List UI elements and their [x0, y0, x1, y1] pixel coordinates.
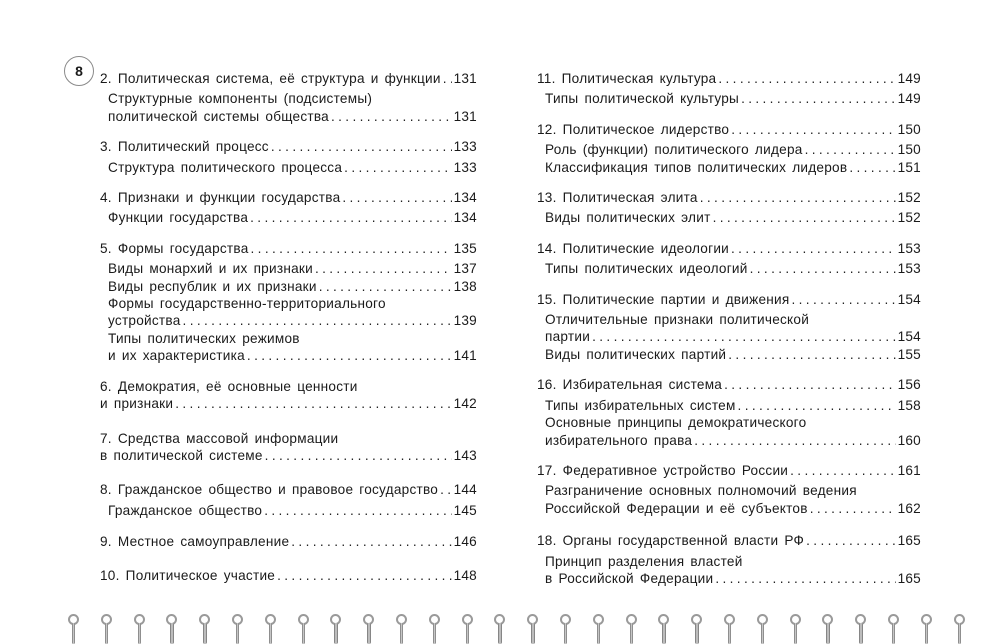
toc-subsections	[537, 260, 921, 277]
toc-subsections	[537, 90, 921, 107]
toc-entry-title: и признаки	[100, 396, 174, 412]
toc-section	[100, 567, 477, 584]
toc-entry-title: 11. Политическая культура	[537, 71, 717, 86]
toc-entry-title: 18. Органы государственной власти РФ	[537, 533, 805, 549]
dot-leader	[331, 108, 452, 125]
toc-subsections	[537, 553, 921, 588]
toc-page-number: 155	[897, 346, 921, 362]
dot-leader	[440, 481, 451, 498]
dot-leader	[790, 462, 895, 479]
toc-page-number: 162	[897, 500, 921, 516]
toc-subsection-line[interactable]	[545, 159, 921, 176]
toc-page-number: 135	[453, 240, 477, 256]
dot-leader	[718, 70, 895, 87]
toc-page-number: 149	[897, 71, 921, 86]
dot-leader	[319, 278, 452, 295]
spiral-wire	[433, 623, 436, 644]
toc-subsections	[100, 159, 477, 176]
dot-leader	[277, 567, 451, 584]
dot-leader	[715, 570, 895, 587]
toc-page-number: 141	[453, 348, 477, 364]
spiral-wire	[662, 623, 665, 644]
spiral-wire	[334, 623, 337, 644]
dot-leader	[700, 189, 896, 206]
toc-section	[100, 378, 477, 413]
toc-page-number: 149	[897, 91, 921, 107]
dot-leader	[849, 159, 895, 176]
toc-subsection-line[interactable]	[545, 141, 921, 158]
toc-chapter-line[interactable]	[100, 240, 477, 257]
spiral-wire	[105, 623, 108, 644]
toc-section	[537, 291, 921, 364]
toc-entry-title: Гражданское общество	[108, 502, 263, 518]
toc-subsection-line[interactable]	[545, 553, 921, 570]
toc-subsection-line[interactable]	[108, 502, 477, 519]
toc-entry-title: и их характеристика	[108, 348, 245, 364]
toc-page-number: 154	[897, 329, 921, 345]
toc-subsection-line[interactable]	[545, 346, 921, 363]
toc-chapter-line[interactable]	[537, 70, 921, 87]
spiral-wire	[367, 623, 370, 644]
toc-subsections	[100, 260, 477, 364]
toc-entry-title: Виды монархий и их признаки	[108, 261, 313, 277]
toc-chapter-line[interactable]	[537, 240, 921, 257]
toc-subsection-line[interactable]	[108, 159, 477, 176]
toc-entry-title: 15. Политические партии и движения	[537, 291, 790, 307]
toc-page-number: 133	[453, 159, 477, 175]
toc-entry-title: 5. Формы государства	[100, 240, 249, 256]
toc-chapter-line[interactable]	[100, 533, 477, 550]
toc-subsection-line[interactable]	[545, 482, 921, 499]
toc-subsection-line[interactable]	[108, 108, 477, 125]
dot-leader	[592, 328, 895, 345]
toc-page-number: 160	[897, 432, 921, 448]
toc-chapter-line[interactable]	[537, 462, 921, 479]
toc-page-number: 150	[897, 121, 921, 137]
toc-entry-title: 13. Политическая элита	[537, 190, 698, 206]
toc-subsection-line[interactable]	[545, 328, 921, 345]
spiral-wire	[728, 623, 731, 644]
toc-chapter-line[interactable]	[100, 430, 477, 447]
toc-subsections	[537, 141, 921, 176]
toc-entry-title: Типы политической культуры	[545, 91, 740, 107]
toc-page-number: 131	[453, 108, 477, 124]
toc-entry-title: 16. Избирательная система	[537, 377, 723, 393]
dot-leader	[791, 291, 895, 308]
toc-entry-title: Типы политических идеологий	[545, 261, 748, 277]
toc-page-number: 150	[897, 142, 921, 158]
dot-leader	[713, 209, 896, 226]
dot-leader	[247, 347, 452, 364]
dot-leader	[805, 141, 896, 158]
toc-entry-title: 7. Средства массовой информации	[100, 430, 339, 446]
toc-subsection-line[interactable]	[108, 347, 477, 364]
toc-subsections	[537, 397, 921, 449]
toc-subsections	[100, 502, 477, 519]
toc-subsection-line[interactable]	[108, 90, 477, 107]
toc-section	[100, 430, 477, 465]
toc-right-column	[537, 70, 921, 587]
toc-page-number: 137	[453, 261, 477, 277]
dot-leader	[731, 240, 896, 257]
spiral-binding	[60, 600, 950, 644]
toc-subsections	[100, 90, 477, 125]
toc-entry-title: в политической системе	[100, 447, 263, 463]
toc-section	[537, 70, 921, 108]
spiral-wire	[826, 623, 829, 644]
toc-section	[537, 376, 921, 449]
spiral-wire	[630, 623, 633, 644]
toc-section	[100, 189, 477, 227]
toc-entry-title: устройства	[108, 313, 181, 329]
toc-entry-title: Виды политических элит	[545, 210, 711, 226]
toc-page-number: 161	[897, 462, 921, 478]
toc-page-number: 139	[453, 313, 477, 329]
toc-subsection-line[interactable]	[545, 260, 921, 277]
dot-leader	[731, 121, 895, 138]
toc-page-number: 142	[453, 396, 477, 412]
toc-entry-title: 6. Демократия, её основные ценности	[100, 378, 358, 394]
toc-chapter-line[interactable]	[537, 189, 921, 206]
toc-subsection-line[interactable]	[108, 330, 477, 347]
toc-subsections	[537, 482, 921, 517]
toc-section	[537, 189, 921, 227]
spiral-wire	[400, 623, 403, 644]
toc-entry-title: 8. Гражданское общество и правовое государство	[100, 482, 439, 498]
toc-page-number: 133	[453, 139, 477, 155]
spiral-wire	[170, 623, 173, 644]
toc-subsection-line[interactable]	[108, 295, 477, 312]
toc-chapter-line[interactable]	[537, 532, 921, 549]
toc-entry-title: 3. Политический процесс	[100, 139, 269, 155]
toc-page-number: 151	[897, 159, 921, 175]
dot-leader	[741, 90, 896, 107]
toc-subsection-line[interactable]	[545, 209, 921, 226]
toc-chapter-line[interactable]	[100, 447, 477, 464]
toc-page-number: 146	[453, 534, 477, 550]
toc-entry-title: в Российской Федерации	[545, 570, 714, 586]
toc-subsection-line[interactable]	[545, 311, 921, 328]
toc-subsection-line[interactable]	[108, 312, 477, 329]
toc-entry-title: избирательного права	[545, 432, 693, 448]
dot-leader	[315, 260, 452, 277]
toc-entry-title: Разграничение основных полномочий ведения	[545, 483, 857, 499]
dot-leader	[806, 532, 895, 549]
toc-entry-title: Формы государственно-территориального	[108, 296, 386, 312]
toc-subsections	[100, 209, 477, 226]
toc-chapter-line[interactable]	[100, 70, 477, 87]
spiral-wire	[794, 623, 797, 644]
toc-page-number: 144	[453, 482, 477, 498]
toc-page-number: 145	[453, 502, 477, 518]
toc-page-number: 153	[897, 240, 921, 256]
toc-chapter-line[interactable]	[100, 567, 477, 584]
toc-chapter-line[interactable]	[537, 121, 921, 138]
toc-subsection-line[interactable]	[545, 90, 921, 107]
toc-entry-title: Структурные компоненты (подсистемы)	[108, 91, 373, 107]
toc-page-number: 156	[897, 377, 921, 393]
dot-leader	[694, 432, 895, 449]
toc-entry-title: Структура политического процесса	[108, 159, 343, 175]
toc-chapter-line[interactable]	[100, 138, 477, 155]
toc-section	[100, 70, 477, 125]
toc-page-number: 165	[897, 533, 921, 549]
spiral-wire	[958, 623, 961, 644]
toc-entry-title: Принцип разделения властей	[545, 553, 743, 569]
toc-section	[100, 138, 477, 176]
spiral-wire	[466, 623, 469, 644]
toc-page-number: 154	[897, 291, 921, 307]
spiral-wire	[302, 623, 305, 644]
toc-section	[537, 462, 921, 517]
toc-entry-title: Виды республик и их признаки	[108, 278, 317, 294]
spiral-wire	[138, 623, 141, 644]
toc-page-number: 148	[453, 567, 477, 583]
toc-entry-title: Роль (функции) политического лидера	[545, 142, 803, 158]
toc-left-column	[100, 70, 477, 584]
toc-subsection-line[interactable]	[545, 397, 921, 414]
toc-entry-title: 12. Политическое лидерство	[537, 121, 730, 137]
toc-page-number: 143	[453, 447, 477, 463]
toc-entry-title: 4. Признаки и функции государства	[100, 190, 341, 206]
toc-entry-title: Классификация типов политических лидеров	[545, 159, 848, 175]
toc-chapter-line[interactable]	[100, 378, 477, 395]
spiral-wire	[203, 623, 206, 644]
toc-page-number: 152	[897, 210, 921, 226]
dot-leader	[728, 346, 895, 363]
spiral-wire	[892, 623, 895, 644]
toc-subsection-line[interactable]	[108, 209, 477, 226]
dot-leader	[344, 159, 451, 176]
spiral-wire	[761, 623, 764, 644]
dot-leader	[271, 138, 452, 155]
spiral-wire	[564, 623, 567, 644]
toc-section	[100, 533, 477, 550]
toc-page-number: 138	[453, 278, 477, 294]
toc-subsection-line[interactable]	[108, 260, 477, 277]
dot-leader	[183, 312, 452, 329]
toc-entry-title: 14. Политические идеологии	[537, 240, 730, 256]
toc-chapter-line[interactable]	[100, 481, 477, 498]
toc-subsection-line[interactable]	[108, 278, 477, 295]
toc-entry-title: Отличительные признаки политической	[545, 312, 810, 328]
spiral-wire	[236, 623, 239, 644]
toc-entry-title: Виды политических партий	[545, 346, 727, 362]
toc-entry-title: политической системы общества	[108, 108, 329, 124]
dot-leader	[443, 70, 452, 87]
spiral-wire	[925, 623, 928, 644]
dot-leader	[175, 395, 451, 412]
toc-page-number: 165	[897, 570, 921, 586]
toc-chapter-line[interactable]	[537, 291, 921, 308]
toc-section	[537, 532, 921, 587]
toc-chapter-line[interactable]	[100, 189, 477, 206]
toc-section	[537, 240, 921, 278]
spiral-wire	[859, 623, 862, 644]
toc-entry-title: Функции государства	[108, 210, 249, 226]
spiral-wire	[72, 623, 75, 644]
toc-entry-title: 2. Политическая система, её структура и функции	[100, 71, 441, 86]
toc-subsection-line[interactable]	[545, 414, 921, 431]
toc-section	[537, 121, 921, 176]
toc-page-number: 131	[453, 71, 477, 86]
toc-chapter-line[interactable]	[100, 395, 477, 412]
toc-entry-title: партии	[545, 329, 591, 345]
toc-page-number: 134	[453, 210, 477, 226]
toc-section	[100, 240, 477, 365]
dot-leader	[251, 240, 452, 257]
toc-entry-title: Типы политических режимов	[108, 330, 300, 346]
toc-subsection-line[interactable]	[545, 500, 921, 517]
toc-subsections	[537, 311, 921, 363]
dot-leader	[264, 502, 451, 519]
spiral-wire	[498, 623, 501, 644]
toc-subsection-line[interactable]	[545, 570, 921, 587]
toc-entry-title: 17. Федеративное устройство России	[537, 462, 789, 478]
toc-subsections	[537, 209, 921, 226]
toc-entry-title: Типы избирательных систем	[545, 397, 736, 413]
spiral-wire	[597, 623, 600, 644]
toc-entry-title: Российской Федерации и её субъектов	[545, 500, 808, 516]
toc-chapter-line[interactable]	[537, 376, 921, 393]
toc-entry-title: Основные принципы демократического	[545, 415, 807, 431]
dot-leader	[250, 209, 451, 226]
page-number-badge	[64, 56, 94, 86]
toc-page-number: 153	[897, 261, 921, 277]
toc-entry-title: 10. Политическое участие	[100, 567, 276, 583]
spiral-wire	[695, 623, 698, 644]
spiral-wire	[269, 623, 272, 644]
toc-page-number: 134	[453, 190, 477, 206]
dot-leader	[265, 447, 452, 464]
toc-section	[100, 481, 477, 519]
dot-leader	[750, 260, 896, 277]
spiral-wire	[531, 623, 534, 644]
toc-page-number: 158	[897, 397, 921, 413]
dot-leader	[810, 500, 896, 517]
dot-leader	[724, 376, 895, 393]
dot-leader	[738, 397, 896, 414]
toc-entry-title: 9. Местное самоуправление	[100, 534, 290, 550]
dot-leader	[342, 189, 451, 206]
toc-page-number: 152	[897, 190, 921, 206]
toc-subsection-line[interactable]	[545, 432, 921, 449]
page-number: 8	[75, 63, 83, 79]
dot-leader	[291, 533, 451, 550]
